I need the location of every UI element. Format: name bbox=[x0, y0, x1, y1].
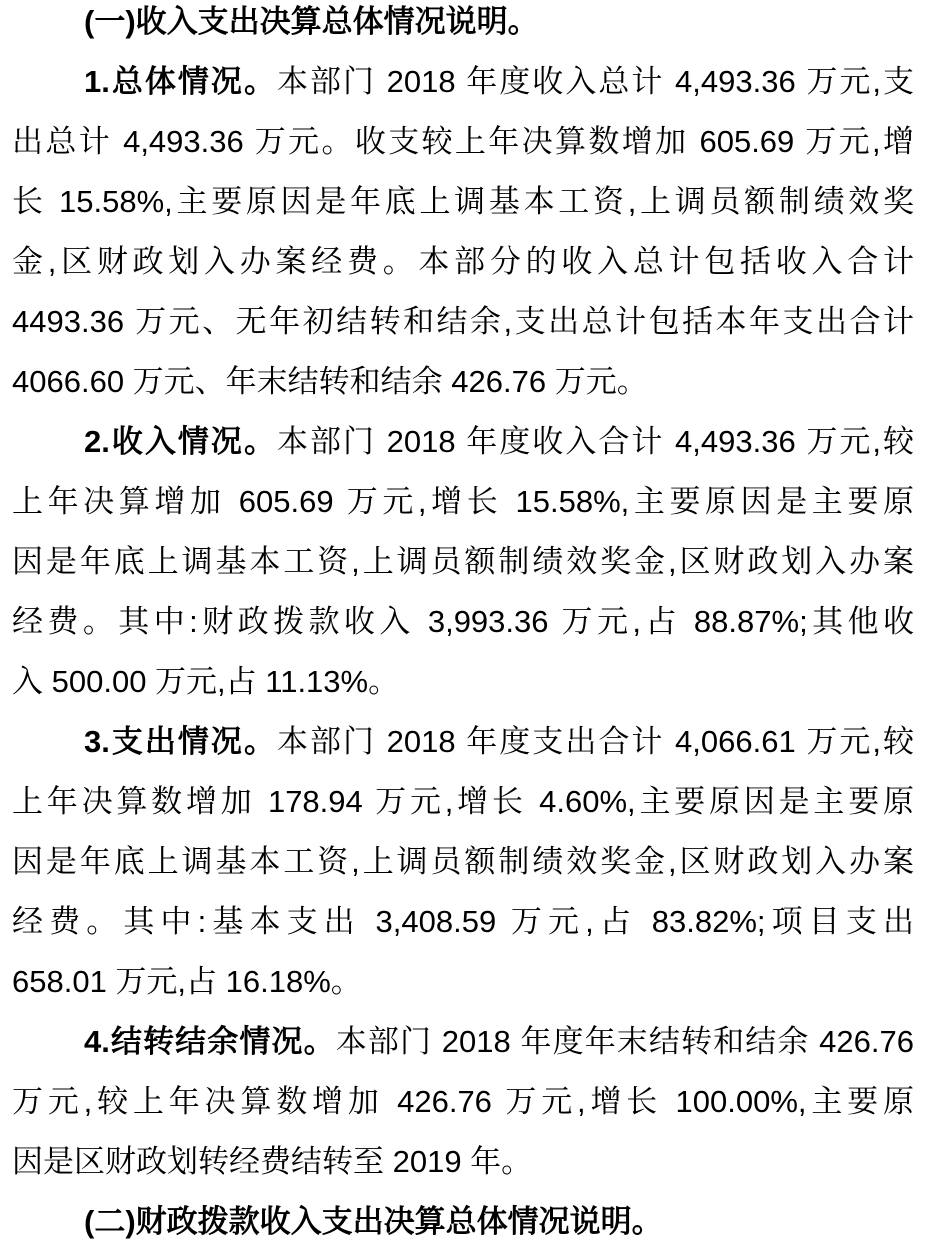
paragraph-lead: 2.收入情况。 bbox=[84, 424, 277, 459]
text-line: 658.01 万元,占 16.18%。 bbox=[12, 964, 362, 999]
text-line: 长 15.58%,主要原因是年底上调基本工资,上调员额制绩效奖 bbox=[12, 184, 914, 219]
text-line: 入 500.00 万元,占 11.13%。 bbox=[12, 664, 400, 699]
text-line: 4.结转结余情况。本部门 2018 年度年末结转和结余 426.76 bbox=[84, 1024, 914, 1059]
text-line: 1.总体情况。本部门 2018 年度收入总计 4,493.36 万元,支 bbox=[84, 64, 914, 99]
section-heading-line bbox=[12, 1192, 914, 1252]
text-line: 4066.60 万元、年末结转和结余 426.76 万元。 bbox=[12, 364, 648, 399]
text-line: 因是区财政划转经费结转至 2019 年。 bbox=[12, 1144, 533, 1179]
text-line: 万元,较上年决算数增加 426.76 万元,增长 100.00%,主要原 bbox=[12, 1084, 914, 1119]
text-line: 上年决算增加 605.69 万元,增长 15.58%,主要原因是主要原 bbox=[12, 484, 914, 519]
text-line: 金,区财政划入办案经费。本部分的收入总计包括收入合计 bbox=[12, 244, 914, 279]
document-body bbox=[12, 0, 914, 1252]
paragraph-lead: 1.总体情况。 bbox=[84, 64, 277, 99]
paragraph-lead: 4.结转结余情况。 bbox=[84, 1024, 336, 1059]
paragraph-lead: 3.支出情况。 bbox=[84, 724, 277, 759]
paragraph-lead: (二)财政拨款收入支出决算总体情况说明。 bbox=[84, 1204, 663, 1239]
text-line: 3.支出情况。本部门 2018 年度支出合计 4,066.61 万元,较 bbox=[84, 724, 914, 759]
text-line: 经费。其中:财政拨款收入 3,993.36 万元,占 88.87%;其他收 bbox=[12, 604, 914, 639]
text-line: 因是年底上调基本工资,上调员额制绩效奖金,区财政划入办案 bbox=[12, 844, 914, 879]
text-line: 出总计 4,493.36 万元。收支较上年决算数增加 605.69 万元,增 bbox=[12, 124, 914, 159]
text-line: 2.收入情况。本部门 2018 年度收入合计 4,493.36 万元,较 bbox=[84, 424, 914, 459]
text-line: 因是年底上调基本工资,上调员额制绩效奖金,区财政划入办案 bbox=[12, 544, 914, 579]
text-line: 4493.36 万元、无年初结转和结余,支出总计包括本年支出合计 bbox=[12, 304, 914, 339]
paragraph-lead: (一)收入支出决算总体情况说明。 bbox=[84, 4, 539, 39]
section-heading-line bbox=[12, 0, 914, 52]
text-line: 经费。其中:基本支出 3,408.59 万元,占 83.82%;项目支出 bbox=[12, 904, 914, 939]
text-line: 上年决算数增加 178.94 万元,增长 4.60%,主要原因是主要原 bbox=[12, 784, 914, 819]
